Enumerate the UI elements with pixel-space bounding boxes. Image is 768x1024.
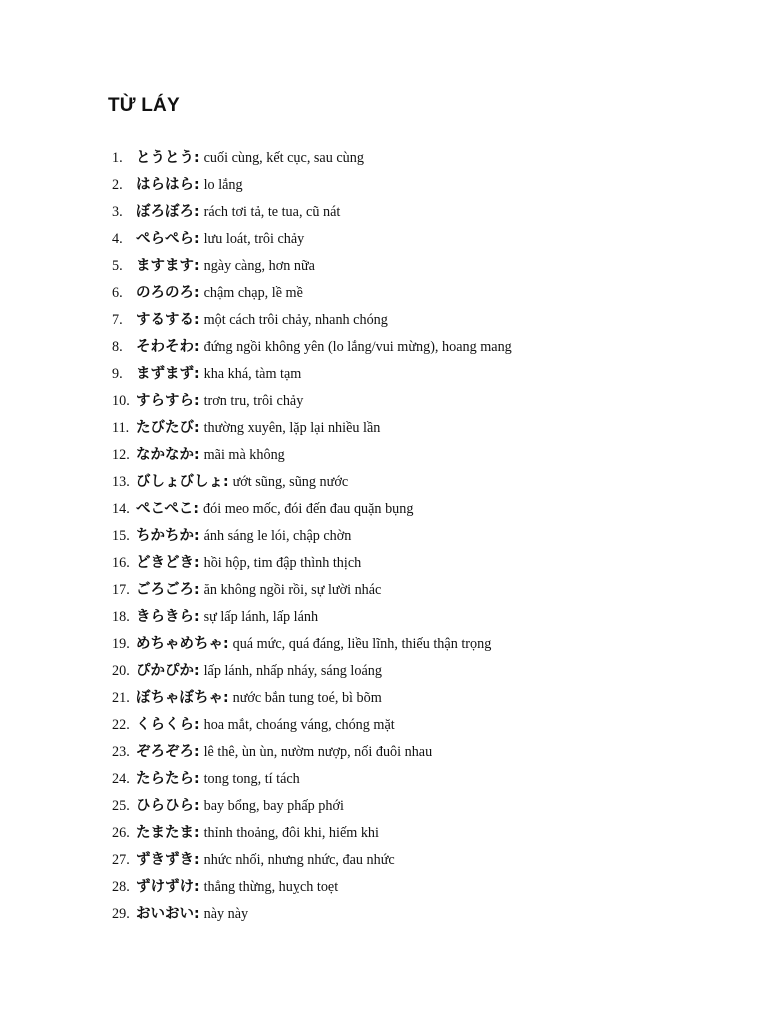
japanese-word: すらすら (136, 393, 194, 409)
item-number: 17. (112, 582, 130, 598)
separator: : (194, 798, 200, 814)
item-number: 2. (112, 177, 123, 193)
item-number: 24. (112, 771, 130, 787)
separator: : (194, 555, 200, 571)
separator: : (193, 501, 200, 517)
japanese-word: そわそわ (136, 339, 194, 355)
meaning-text: mãi mà không (203, 447, 285, 463)
item-number: 9. (112, 366, 123, 382)
list-item (0, 874, 768, 901)
item-number: 20. (112, 663, 130, 679)
separator: : (194, 582, 200, 598)
japanese-word: ぼちゃぼちゃ (136, 690, 223, 706)
item-number: 22. (112, 717, 130, 733)
meaning-text: đói meo mốc, đói đến đau quặn bụng (203, 501, 414, 517)
separator: : (223, 636, 229, 652)
item-number: 29. (112, 906, 130, 922)
meaning-text: chậm chạp, lề mề (203, 285, 303, 301)
separator: : (194, 717, 200, 733)
item-number: 11. (112, 420, 130, 436)
item-number: 4. (112, 231, 123, 247)
separator: : (194, 150, 200, 166)
japanese-word: たまたま (136, 825, 194, 841)
list-item (0, 469, 768, 496)
japanese-word: めちゃめちゃ (136, 636, 223, 652)
meaning-text: rách tơi tả, te tua, cũ nát (203, 204, 341, 220)
item-number: 16. (112, 555, 130, 571)
separator: : (194, 771, 200, 787)
item-number: 18. (112, 609, 130, 625)
list-item (0, 145, 768, 172)
list-item (0, 334, 768, 361)
separator: : (194, 312, 200, 328)
japanese-word: ぞろぞろ (136, 744, 194, 760)
list-item (0, 712, 768, 739)
japanese-word: するする (136, 312, 194, 328)
meaning-text: tong tong, tí tách (203, 771, 300, 787)
japanese-word: はらはら (136, 177, 194, 193)
japanese-word: おいおい (136, 906, 194, 922)
meaning-text: ướt sũng, sũng nước (232, 474, 349, 490)
item-number: 5. (112, 258, 123, 274)
page-title: TỪ LÁY (108, 95, 180, 116)
japanese-word: なかなか (136, 447, 194, 463)
meaning-text: này này (203, 906, 249, 922)
meaning-text: đứng ngồi không yên (lo lắng/vui mừng), hoang mang (203, 339, 512, 355)
japanese-word: きらきら (136, 609, 194, 625)
item-number: 26. (112, 825, 130, 841)
meaning-text: nước bắn tung toé, bì bõm (232, 690, 382, 706)
list-item (0, 658, 768, 685)
meaning-text: thẳng thừng, huỵch toẹt (203, 879, 339, 895)
meaning-text: lê thê, ùn ùn, nườm nượp, nối đuôi nhau (203, 744, 433, 760)
item-number: 12. (112, 447, 130, 463)
item-number: 1. (112, 150, 123, 166)
separator: : (194, 339, 200, 355)
meaning-text: cuối cùng, kết cục, sau cùng (203, 150, 364, 166)
item-number: 21. (112, 690, 130, 706)
separator: : (194, 177, 200, 193)
list-item (0, 604, 768, 631)
list-item (0, 307, 768, 334)
list-item (0, 199, 768, 226)
meaning-text: hoa mắt, choáng váng, chóng mặt (203, 717, 395, 733)
meaning-text: ngày càng, hơn nữa (203, 258, 315, 274)
list-item (0, 523, 768, 550)
item-number: 3. (112, 204, 123, 220)
separator: : (194, 204, 200, 220)
separator: : (194, 879, 200, 895)
japanese-word: ぼろぼろ (136, 204, 194, 220)
meaning-text: thường xuyên, lặp lại nhiều lần (203, 420, 381, 436)
list-item (0, 388, 768, 415)
list-item (0, 226, 768, 253)
japanese-word: ぺらぺら (136, 231, 194, 247)
meaning-text: thỉnh thoảng, đôi khi, hiếm khi (203, 825, 379, 841)
item-number: 13. (112, 474, 130, 490)
japanese-word: どきどき (136, 555, 194, 571)
list-item (0, 577, 768, 604)
separator: : (194, 744, 200, 760)
japanese-word: ずけずけ (136, 879, 194, 895)
list-item (0, 901, 768, 928)
list-item (0, 550, 768, 577)
separator: : (194, 852, 200, 868)
list-item (0, 793, 768, 820)
meaning-text: một cách trôi chảy, nhanh chóng (203, 312, 388, 328)
japanese-word: ぴかぴか (136, 663, 194, 679)
list-item (0, 685, 768, 712)
item-number: 27. (112, 852, 130, 868)
separator: : (194, 825, 200, 841)
list-item (0, 415, 768, 442)
list-item (0, 172, 768, 199)
separator: : (194, 393, 200, 409)
meaning-text: sự lấp lánh, lấp lánh (203, 609, 319, 625)
item-number: 23. (112, 744, 130, 760)
list-item (0, 631, 768, 658)
separator: : (194, 285, 200, 301)
item-number: 7. (112, 312, 123, 328)
japanese-word: ずきずき (136, 852, 194, 868)
list-item (0, 253, 768, 280)
meaning-text: bay bổng, bay phấp phới (203, 798, 344, 814)
japanese-word: ぺこぺこ (136, 501, 194, 517)
meaning-text: hồi hộp, tim đập thình thịch (203, 555, 362, 571)
item-number: 25. (112, 798, 130, 814)
meaning-text: quá mức, quá đáng, liều lĩnh, thiếu thận trọng (232, 636, 492, 652)
japanese-word: のろのろ (136, 285, 194, 301)
list-item (0, 361, 768, 388)
vocabulary-list (0, 145, 768, 928)
item-number: 15. (112, 528, 130, 544)
item-number: 19. (112, 636, 130, 652)
japanese-word: くらくら (136, 717, 194, 733)
meaning-text: nhức nhối, nhưng nhức, đau nhức (203, 852, 395, 868)
separator: : (194, 663, 200, 679)
list-item (0, 820, 768, 847)
japanese-word: とうとう (136, 150, 194, 166)
meaning-text: ánh sáng le lói, chập chờn (203, 528, 352, 544)
separator: : (194, 609, 200, 625)
item-number: 8. (112, 339, 123, 355)
japanese-word: ちかちか (136, 528, 194, 544)
meaning-text: lấp lánh, nhấp nháy, sáng loáng (203, 663, 382, 679)
meaning-text: trơn tru, trôi chảy (203, 393, 304, 409)
list-item (0, 496, 768, 523)
separator: : (194, 906, 200, 922)
list-item (0, 847, 768, 874)
separator: : (194, 231, 200, 247)
separator: : (194, 366, 200, 382)
japanese-word: ひらひら (136, 798, 194, 814)
item-number: 28. (112, 879, 130, 895)
separator: : (223, 690, 229, 706)
japanese-word: ごろごろ (136, 582, 194, 598)
japanese-word: まずまず (136, 366, 194, 382)
japanese-word: たらたら (136, 771, 194, 787)
list-item (0, 442, 768, 469)
item-number: 6. (112, 285, 123, 301)
japanese-word: びしょびしょ (136, 474, 223, 490)
meaning-text: kha khá, tàm tạm (203, 366, 302, 382)
separator: : (194, 420, 200, 436)
list-item (0, 280, 768, 307)
separator: : (194, 447, 200, 463)
item-number: 10. (112, 393, 130, 409)
list-item (0, 766, 768, 793)
meaning-text: ăn không ngồi rồi, sự lười nhác (203, 582, 382, 598)
item-number: 14. (112, 501, 130, 517)
meaning-text: lưu loát, trôi chảy (203, 231, 305, 247)
separator: : (194, 528, 200, 544)
meaning-text: lo lắng (203, 177, 243, 193)
japanese-word: たびたび (136, 420, 194, 436)
separator: : (194, 258, 200, 274)
separator: : (223, 474, 229, 490)
japanese-word: ますます (136, 258, 194, 274)
list-item (0, 739, 768, 766)
